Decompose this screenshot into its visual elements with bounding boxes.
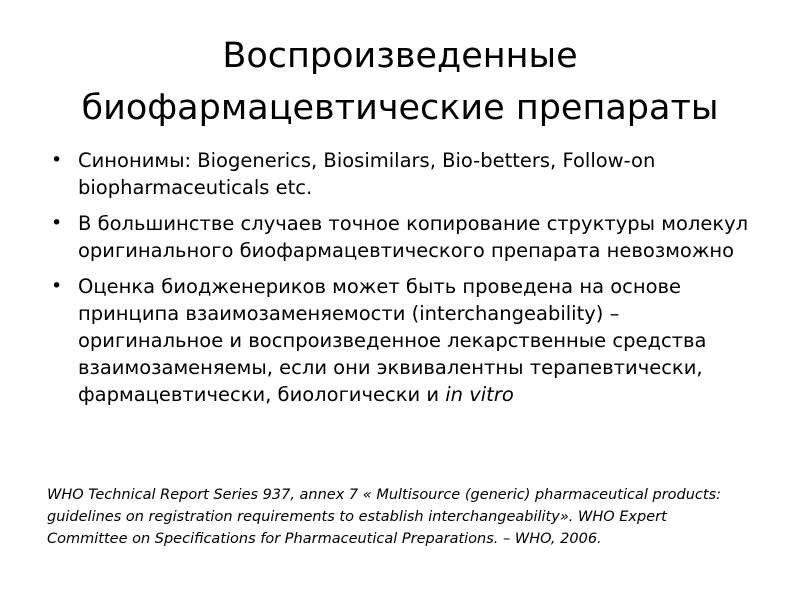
- title-line-2: биофармацевтические препараты: [81, 88, 719, 128]
- bullet-text: Оценка биодженериков может быть проведена на основе принципа взаимозаменяемости (interchangeability) – оригинальное и воспроизведенное лекарственные средства взаимозаменяемы, если они эквивалентны терапевтически, фармацевтически, биологически и: [78, 275, 707, 406]
- bullet-item-synonyms: [45, 147, 760, 201]
- bullet-italic-term: in vitro: [445, 383, 514, 406]
- bullet-marker-icon: •: [51, 149, 63, 171]
- bullet-text: Синонимы: Biogenerics, Biosimilars, Bio-betters, Follow-on biopharmaceuticals etc.: [78, 149, 656, 199]
- bullet-text: В большинстве случаев точное копирование структуры молекул оригинального биофармацевтического препарата невозможно: [78, 212, 749, 262]
- reference-note: WHO Technical Report Series 937, annex 7 « Multisource (generic) pharmaceutical products: guidelines on registration requirements to establish interchangeability». WHO Expert Committee on Specifications for Pharmaceutical Preparations. – WHO, 2006.: [47, 487, 722, 547]
- title-line-1: Воспроизведенные: [222, 36, 578, 76]
- bullet-item-copying: [45, 210, 760, 264]
- bullet-marker-icon: •: [51, 212, 63, 234]
- bullet-marker-icon: •: [51, 275, 63, 297]
- bullet-list: [45, 147, 760, 417]
- slide-title: [40, 30, 760, 134]
- bullet-item-evaluation: [45, 273, 760, 408]
